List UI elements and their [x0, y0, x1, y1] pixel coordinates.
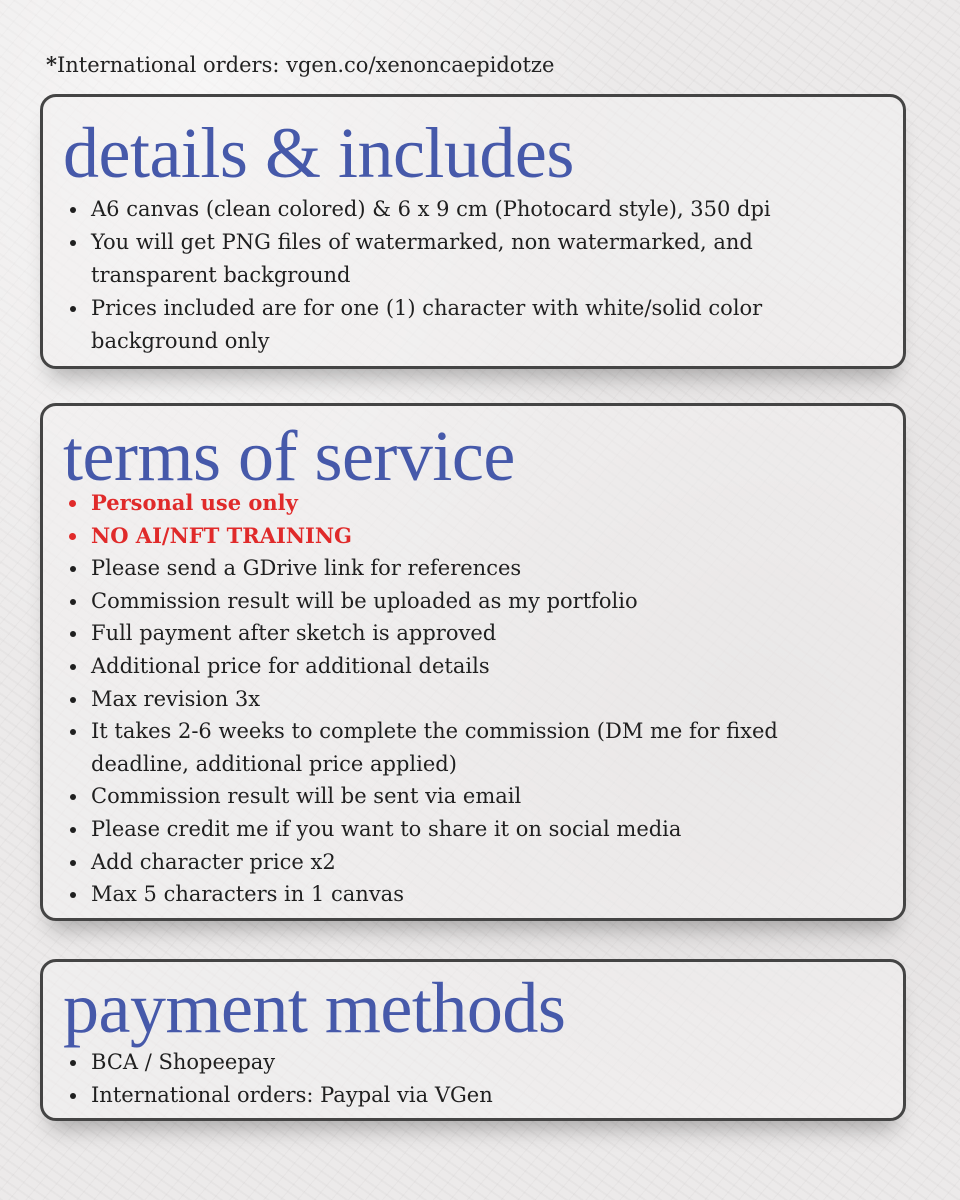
payment-list [43, 1046, 879, 1112]
list-item: • Commission result will be sent via email [89, 780, 879, 813]
payment-card [40, 959, 906, 1121]
list-item: • BCA / Shopeepay [89, 1046, 879, 1079]
list-item: • It takes 2-6 weeks to complete the commission (DM me for fixed deadline, additional price applied) [89, 715, 879, 780]
list-item: • Max revision 3x [89, 683, 879, 716]
list-item: • Full payment after sketch is approved [89, 617, 879, 650]
list-item: • Max 5 characters in 1 canvas [89, 878, 879, 911]
payment-title: payment methods [63, 968, 566, 1048]
international-orders-text: International orders: vgen.co/xenoncaepidotze [56, 53, 555, 77]
details-list [43, 193, 879, 358]
list-item: • A6 canvas (clean colored) & 6 x 9 cm (Photocard style), 350 dpi [89, 193, 879, 226]
list-item-warning: • Personal use only [89, 487, 879, 520]
list-item: • Please credit me if you want to share it on social media [89, 813, 879, 846]
list-item: • Add character price x2 [89, 846, 879, 879]
list-item: • Commission result will be uploaded as my portfolio [89, 585, 879, 618]
list-item-warning: • NO AI/NFT TRAINING [89, 520, 879, 553]
list-item: • You will get PNG files of watermarked, non watermarked, and transparent background [89, 226, 879, 292]
terms-card [40, 403, 906, 921]
list-item: • Please send a GDrive link for references [89, 552, 879, 585]
terms-title: terms of service [63, 416, 515, 496]
terms-list [43, 487, 879, 911]
details-card [40, 94, 906, 369]
asterisk: * [46, 52, 57, 77]
list-item: • International orders: Paypal via VGen [89, 1079, 879, 1112]
list-item: • Prices included are for one (1) character with white/solid color background only [89, 292, 879, 358]
international-orders-note [46, 52, 554, 77]
details-title: details & includes [63, 113, 574, 193]
list-item: • Additional price for additional details [89, 650, 879, 683]
